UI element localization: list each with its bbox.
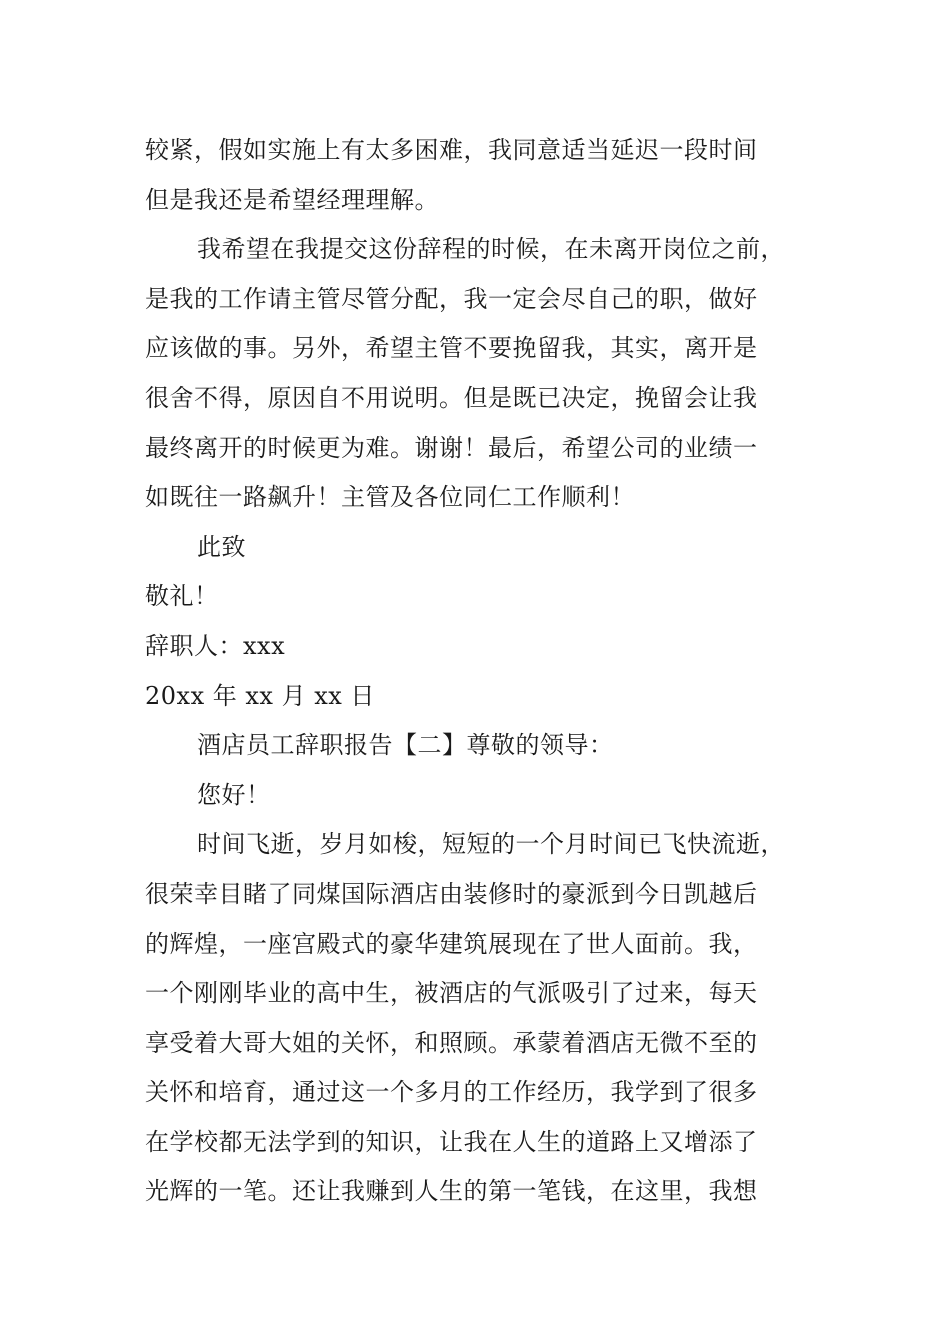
date-line: 20xx 年 xx 月 xx 日 <box>145 681 375 710</box>
letter-body <box>145 126 845 1217</box>
text-line: 较紧，假如实施上有太多困难，我同意适当延迟一段时间 <box>145 136 758 164</box>
text-line: 很舍不得，原因自不用说明。但是既已决定，挽留会让我 <box>145 383 758 412</box>
text-line: 很荣幸目睹了同煤国际酒店由装修时的豪派到今日凯越后 <box>145 879 758 908</box>
closing-regards: 敬礼！ <box>145 582 219 611</box>
text-line: 如既往一路飙升！主管及各位同仁工作顺利！ <box>145 483 635 512</box>
text-line: 但是我还是希望经理理解。 <box>145 185 439 214</box>
text-line: 在学校都无法学到的知识，让我在人生的道路上又增添了 <box>145 1127 758 1156</box>
greeting: 您好！ <box>197 780 271 809</box>
closing-salutation: 此致 <box>197 532 246 561</box>
text-line: 应该做的事。另外，希望主管不要挽留我，其实，离开是 <box>145 334 758 363</box>
signature-line: 辞职人：xxx <box>145 631 286 660</box>
section-heading: 酒店员工辞职报告【二】尊敬的领导： <box>197 731 614 760</box>
text-line: 的辉煌，一座宫殿式的豪华建筑展现在了世人面前。我， <box>145 929 758 958</box>
text-line: 是我的工作请主管尽管分配，我一定会尽自己的职，做好 <box>145 284 758 313</box>
text-line: 最终离开的时候更为难。谢谢！最后，希望公司的业绩一 <box>145 433 758 462</box>
text-line: 时间飞逝，岁月如梭，短短的一个月时间已飞快流逝， <box>197 830 785 859</box>
text-line: 关怀和培育，通过这一个多月的工作经历，我学到了很多 <box>145 1078 758 1107</box>
text-line: 我希望在我提交这份辞程的时候，在未离开岗位之前， <box>197 235 785 264</box>
text-line: 一个刚刚毕业的高中生，被酒店的气派吸引了过来，每天 <box>145 979 758 1008</box>
text-line: 享受着大哥大姐的关怀，和照顾。承蒙着酒店无微不至的 <box>145 1028 758 1057</box>
text-line: 光辉的一笔。还让我赚到人生的第一笔钱，在这里，我想 <box>145 1177 758 1206</box>
